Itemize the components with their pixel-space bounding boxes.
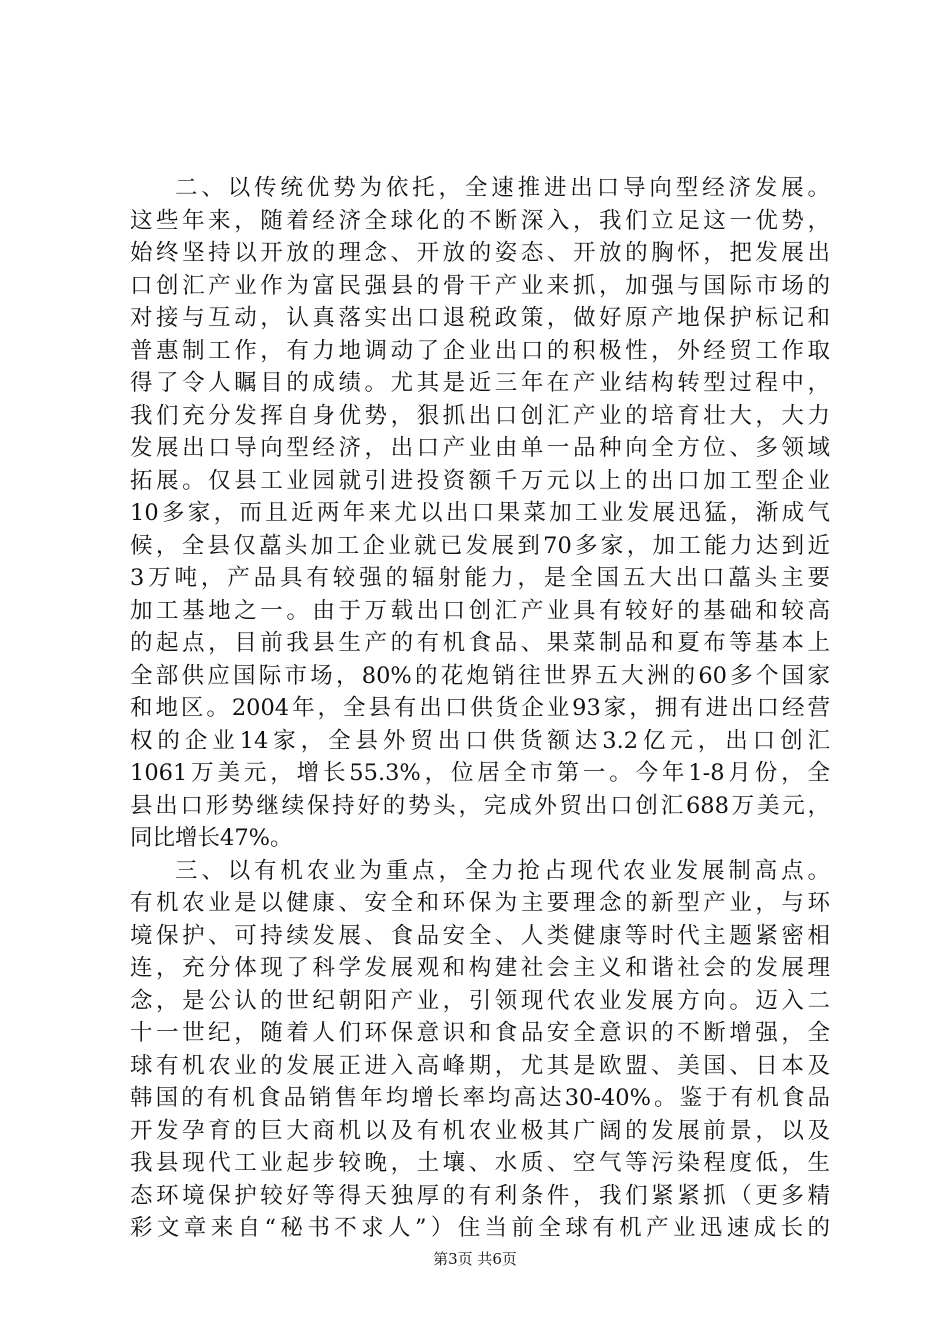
text-line: 得了令人瞩目的成绩。尤其是近三年在产业结构转型过程中， <box>130 370 830 396</box>
text-line: 开发孕育的巨大商机以及有机农业极其广阔的发展前景，以及 <box>130 1117 830 1144</box>
paragraph-heading-2: 二、以传统优势为依托，全速推进出口导向型经济发展。 <box>175 175 830 201</box>
text-line: 始终坚持以开放的理念、开放的姿态、开放的胸怀，把发展出 <box>130 240 830 266</box>
page-number-footer: 第3页 共6页 <box>433 1250 517 1268</box>
text-line: 韩国的有机食品销售年均增长率均高达30-40%。鉴于有机食品 <box>130 1085 830 1111</box>
text-line: 境保护、可持续发展、食品安全、人类健康等时代主题紧密相 <box>130 922 830 949</box>
text-line: 加工基地之一。由于万载出口创汇产业具有较好的基础和较高 <box>130 597 830 624</box>
text-line: 10多家，而且近两年来尤以出口果菜加工业发展迅猛，渐成气 <box>130 500 830 526</box>
text-line: 全部供应国际市场，80%的花炮销往世界五大洲的60多个国家 <box>130 662 830 689</box>
text-line: 3万吨，产品具有较强的辐射能力，是全国五大出口藠头主要 <box>130 565 830 591</box>
text-line: 1061万美元，增长55.3%，位居全市第一。今年1-8月份，全 <box>130 760 830 786</box>
text-line: 县出口形势继续保持好的势头，完成外贸出口创汇688万美元， <box>130 792 830 819</box>
document-body <box>130 172 830 1245</box>
text-line: 有机农业是以健康、安全和环保为主要理念的新型产业，与环 <box>130 890 830 916</box>
text-line: 权的企业14家，全县外贸出口供货额达3.2亿元，出口创汇 <box>130 727 830 754</box>
text-line: 球有机农业的发展正进入高峰期，尤其是欧盟、美国、日本及 <box>130 1052 830 1079</box>
text-line: 我县现代工业起步较晚，土壤、水质、空气等污染程度低，生 <box>130 1150 830 1176</box>
text-line: 这些年来，随着经济全球化的不断深入，我们立足这一优势， <box>130 207 830 234</box>
text-line: 口创汇产业作为富民强县的骨干产业来抓，加强与国际市场的 <box>130 272 830 299</box>
text-line: 我们充分发挥自身优势，狠抓出口创汇产业的培育壮大，大力 <box>130 402 830 429</box>
text-line: 的起点，目前我县生产的有机食品、果菜制品和夏布等基本上 <box>130 630 830 656</box>
text-line: 和地区。2004年，全县有出口供货企业93家，拥有进出口经营 <box>130 695 830 721</box>
paragraph-heading-3: 三、以有机农业为重点，全力抢占现代农业发展制高点。 <box>175 857 830 884</box>
text-line: 候，全县仅藠头加工企业就已发展到70多家，加工能力达到近 <box>130 532 830 559</box>
text-line: 念，是公认的世纪朝阳产业，引领现代农业发展方向。迈入二 <box>130 987 830 1014</box>
text-line: 对接与互动，认真落实出口退税政策，做好原产地保护标记和 <box>130 305 830 331</box>
text-line: 连，充分体现了科学发展观和构建社会主义和谐社会的发展理 <box>130 955 830 981</box>
text-line: 态环境保护较好等得天独厚的有利条件，我们紧紧抓（更多精 <box>130 1182 830 1209</box>
text-line: 普惠制工作，有力地调动了企业出口的积极性，外经贸工作取 <box>130 337 830 364</box>
text-line: 拓展。仅县工业园就引进投资额千万元以上的出口加工型企业 <box>130 467 830 494</box>
text-line: 同比增长47%。 <box>130 825 293 851</box>
text-line: 发展出口导向型经济，出口产业由单一品种向全方位、多领域 <box>130 435 830 461</box>
text-line: 十一世纪，随着人们环保意识和食品安全意识的不断增强，全 <box>130 1020 830 1046</box>
text-line: 彩文章来自“秘书不求人”）住当前全球有机产业迅速成长的 <box>130 1215 830 1241</box>
